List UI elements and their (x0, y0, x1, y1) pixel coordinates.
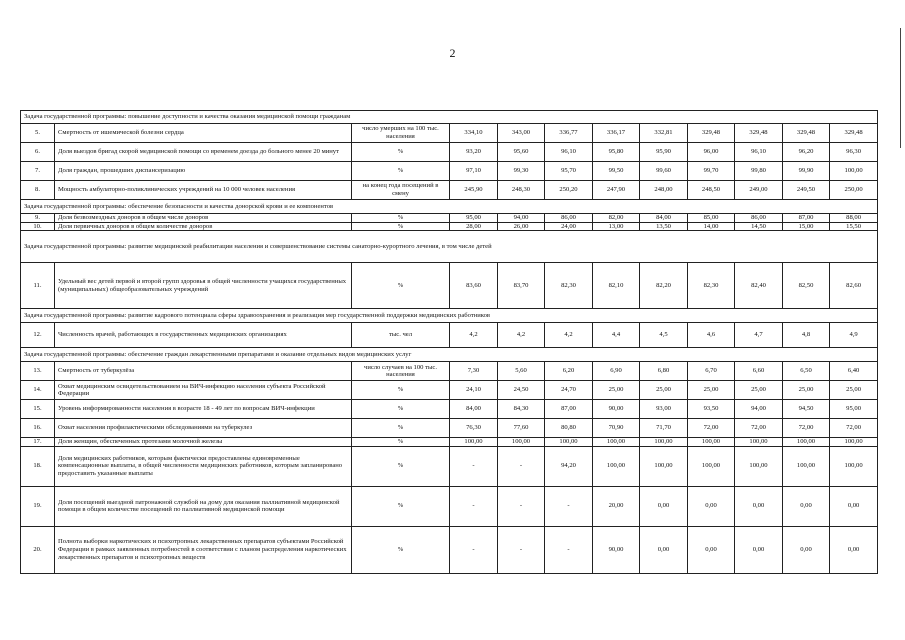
value-cell: 249,00 (735, 181, 783, 200)
section-header-row (21, 231, 878, 263)
table-row (21, 124, 878, 143)
value-cell: 99,70 (688, 162, 735, 181)
unit-of-measure: % (352, 419, 450, 438)
value-cell: 82,40 (735, 263, 783, 309)
value-cell: - (450, 446, 498, 486)
table-row (21, 222, 878, 231)
indicator-name: Уровень информированности населения в возрасте 18 - 49 лет по вопросам ВИЧ-инфекции (55, 400, 352, 419)
table-row (21, 446, 878, 486)
row-number: 14. (21, 381, 55, 400)
value-cell: 83,70 (498, 263, 545, 309)
value-cell: 100,00 (735, 446, 783, 486)
value-cell: 6,70 (688, 362, 735, 381)
indicator-name: Полнота выборки наркотических и психотропных лекарственных препаратов субъектами Российской Федерации в рамках заявленных потребностей в соответствии с планом распределения наркотических лекарственных препаратов и психотропных веществ (55, 526, 352, 573)
indicator-name: Доля безвозмездных доноров в общем числе доноров (55, 214, 352, 223)
value-cell: 6,20 (545, 362, 593, 381)
value-cell: 0,00 (830, 526, 878, 573)
value-cell: 0,00 (640, 486, 688, 526)
value-cell: 100,00 (498, 438, 545, 447)
value-cell: - (498, 446, 545, 486)
value-cell: 100,00 (640, 438, 688, 447)
section-title: Задача государственной программы: развитие медицинской реабилитации населения и совершенствование системы санаторно-курортного лечения, в том числе детей (21, 231, 878, 263)
table-row (21, 162, 878, 181)
row-number: 7. (21, 162, 55, 181)
value-cell: 25,00 (640, 381, 688, 400)
section-header-row (21, 348, 878, 362)
value-cell: - (545, 526, 593, 573)
value-cell: 94,00 (498, 214, 545, 223)
table-row (21, 400, 878, 419)
section-header-row (21, 111, 878, 124)
value-cell: 25,00 (830, 381, 878, 400)
value-cell: 97,10 (450, 162, 498, 181)
value-cell: 94,20 (545, 446, 593, 486)
value-cell: 100,00 (545, 438, 593, 447)
value-cell: 86,00 (735, 214, 783, 223)
value-cell: 7,30 (450, 362, 498, 381)
unit-of-measure: % (352, 214, 450, 223)
value-cell: 5,60 (498, 362, 545, 381)
value-cell: 88,00 (830, 214, 878, 223)
value-cell: 4,2 (450, 323, 498, 348)
indicator-name: Доля граждан, прошедших диспансеризацию (55, 162, 352, 181)
row-number: 5. (21, 124, 55, 143)
value-cell: 84,00 (450, 400, 498, 419)
table-row (21, 419, 878, 438)
value-cell: 100,00 (450, 438, 498, 447)
value-cell: 14,50 (735, 222, 783, 231)
value-cell: 95,00 (830, 400, 878, 419)
table-row (21, 323, 878, 348)
indicator-name: Доля медицинских работников, которым фактически предоставлены единовременные компенсационные выплаты, в общей численности медицинских работников, которым запланировано предоставить указанные выплаты (55, 446, 352, 486)
row-number: 18. (21, 446, 55, 486)
value-cell: 6,80 (640, 362, 688, 381)
value-cell: 24,50 (498, 381, 545, 400)
value-cell: 95,70 (545, 162, 593, 181)
row-number: 9. (21, 214, 55, 223)
value-cell: 0,00 (688, 486, 735, 526)
value-cell: 26,00 (498, 222, 545, 231)
section-title: Задача государственной программы: обеспечение граждан лекарственными препаратами и оказание отдельных видов медицинских услуг (21, 348, 878, 362)
row-number: 13. (21, 362, 55, 381)
value-cell: 15,00 (783, 222, 830, 231)
value-cell: 85,00 (688, 214, 735, 223)
row-number: 19. (21, 486, 55, 526)
indicators-table (20, 110, 878, 574)
value-cell: 99,50 (593, 162, 640, 181)
value-cell: - (545, 486, 593, 526)
value-cell: 70,90 (593, 419, 640, 438)
value-cell: 13,50 (640, 222, 688, 231)
value-cell: 82,60 (830, 263, 878, 309)
value-cell: 93,20 (450, 143, 498, 162)
value-cell: 0,00 (640, 526, 688, 573)
value-cell: 82,20 (640, 263, 688, 309)
value-cell: 82,30 (688, 263, 735, 309)
value-cell: 248,30 (498, 181, 545, 200)
indicator-name: Доля посещений выездной патронажной службой на дому для оказания паллиативной медицинской помощи в общем количестве посещений по паллиативной медицинской помощи (55, 486, 352, 526)
value-cell: 4,2 (498, 323, 545, 348)
value-cell: 329,48 (783, 124, 830, 143)
value-cell: 100,00 (830, 446, 878, 486)
value-cell: 4,7 (735, 323, 783, 348)
value-cell: 25,00 (735, 381, 783, 400)
unit-of-measure: число умерших на 100 тыс. населения (352, 124, 450, 143)
value-cell: 100,00 (593, 446, 640, 486)
value-cell: 6,50 (783, 362, 830, 381)
value-cell: 4,2 (545, 323, 593, 348)
value-cell: 93,00 (640, 400, 688, 419)
value-cell: 96,10 (545, 143, 593, 162)
value-cell: 4,9 (830, 323, 878, 348)
page-number: 2 (449, 46, 456, 60)
row-number: 12. (21, 323, 55, 348)
value-cell: 72,00 (735, 419, 783, 438)
value-cell: 86,00 (545, 214, 593, 223)
value-cell: 0,00 (830, 486, 878, 526)
value-cell: 99,60 (640, 162, 688, 181)
value-cell: 0,00 (735, 486, 783, 526)
value-cell: 28,00 (450, 222, 498, 231)
row-number: 10. (21, 222, 55, 231)
value-cell: 87,00 (783, 214, 830, 223)
indicator-name: Смертность от туберкулёза (55, 362, 352, 381)
unit-of-measure: % (352, 162, 450, 181)
value-cell: 100,00 (830, 438, 878, 447)
value-cell: 94,00 (735, 400, 783, 419)
value-cell: 72,00 (783, 419, 830, 438)
indicator-name: Охват населения профилактическими обследованиями на туберкулез (55, 419, 352, 438)
value-cell: 96,00 (688, 143, 735, 162)
unit-of-measure: % (352, 400, 450, 419)
value-cell: 336,77 (545, 124, 593, 143)
value-cell: 25,00 (783, 381, 830, 400)
value-cell: 82,00 (593, 214, 640, 223)
value-cell: 24,00 (545, 222, 593, 231)
value-cell: 94,50 (783, 400, 830, 419)
value-cell: 100,00 (688, 438, 735, 447)
table-row (21, 214, 878, 223)
unit-of-measure: % (352, 222, 450, 231)
row-number: 11. (21, 263, 55, 309)
table-row (21, 381, 878, 400)
value-cell: 0,00 (783, 486, 830, 526)
unit-of-measure: число случаев на 100 тыс. населения (352, 362, 450, 381)
value-cell: 100,00 (735, 438, 783, 447)
value-cell: 95,90 (640, 143, 688, 162)
table-row (21, 486, 878, 526)
unit-of-measure: % (352, 446, 450, 486)
indicator-name: Мощность амбулаторно-поликлинических учреждений на 10 000 человек населения (55, 181, 352, 200)
table-row (21, 181, 878, 200)
value-cell: 250,00 (830, 181, 878, 200)
value-cell: 248,50 (688, 181, 735, 200)
value-cell: 76,30 (450, 419, 498, 438)
value-cell: 13,00 (593, 222, 640, 231)
unit-of-measure: % (352, 526, 450, 573)
value-cell: 72,00 (830, 419, 878, 438)
unit-of-measure: % (352, 381, 450, 400)
row-number: 20. (21, 526, 55, 573)
value-cell: 247,90 (593, 181, 640, 200)
value-cell: 25,00 (688, 381, 735, 400)
value-cell: 24,10 (450, 381, 498, 400)
value-cell: 95,60 (498, 143, 545, 162)
value-cell: 95,80 (593, 143, 640, 162)
value-cell: 82,50 (783, 263, 830, 309)
row-number: 6. (21, 143, 55, 162)
value-cell: 329,48 (688, 124, 735, 143)
value-cell: 99,90 (783, 162, 830, 181)
value-cell: 250,20 (545, 181, 593, 200)
row-number: 16. (21, 419, 55, 438)
value-cell: 4,5 (640, 323, 688, 348)
table-row (21, 143, 878, 162)
value-cell: 25,00 (593, 381, 640, 400)
value-cell: - (498, 526, 545, 573)
value-cell: 96,10 (735, 143, 783, 162)
value-cell: 4,6 (688, 323, 735, 348)
value-cell: 336,17 (593, 124, 640, 143)
unit-of-measure: % (352, 438, 450, 447)
value-cell: 100,00 (783, 438, 830, 447)
value-cell: - (450, 526, 498, 573)
indicator-name: Охват медицинским освидетельствованием на ВИЧ-инфекцию населения субъекта Российской Федерации (55, 381, 352, 400)
value-cell: 245,90 (450, 181, 498, 200)
indicator-name: Удельный вес детей первой и второй групп здоровья в общей численности учащихся государственных (муниципальных) общеобразовательных учреждений (55, 263, 352, 309)
section-title: Задача государственной программы: обеспечение безопасности и качества донорской крови и ее компонентов (21, 200, 878, 214)
value-cell: 71,70 (640, 419, 688, 438)
section-header-row (21, 200, 878, 214)
value-cell: 90,00 (593, 526, 640, 573)
value-cell: 99,80 (735, 162, 783, 181)
value-cell: - (498, 486, 545, 526)
row-number: 17. (21, 438, 55, 447)
value-cell: 0,00 (783, 526, 830, 573)
value-cell: - (450, 486, 498, 526)
value-cell: 80,80 (545, 419, 593, 438)
table-row (21, 362, 878, 381)
value-cell: 329,48 (735, 124, 783, 143)
value-cell: 83,60 (450, 263, 498, 309)
row-number: 15. (21, 400, 55, 419)
unit-of-measure: % (352, 143, 450, 162)
value-cell: 332,81 (640, 124, 688, 143)
value-cell: 100,00 (593, 438, 640, 447)
value-cell: 20,00 (593, 486, 640, 526)
table-row (21, 526, 878, 573)
value-cell: 82,10 (593, 263, 640, 309)
value-cell: 72,00 (688, 419, 735, 438)
scan-edge-line (900, 28, 901, 148)
value-cell: 6,90 (593, 362, 640, 381)
value-cell: 100,00 (688, 446, 735, 486)
value-cell: 248,00 (640, 181, 688, 200)
table-row (21, 263, 878, 309)
unit-of-measure: % (352, 263, 450, 309)
indicator-name: Доля выездов бригад скорой медицинской помощи со временем доезда до больного менее 20 минут (55, 143, 352, 162)
unit-of-measure: тыс. чел (352, 323, 450, 348)
section-title: Задача государственной программы: повышение доступности и качества оказания медицинской помощи гражданам (21, 111, 878, 124)
value-cell: 77,60 (498, 419, 545, 438)
table-row (21, 438, 878, 447)
section-header-row (21, 309, 878, 323)
value-cell: 249,50 (783, 181, 830, 200)
value-cell: 95,00 (450, 214, 498, 223)
value-cell: 96,30 (830, 143, 878, 162)
indicator-name: Доля первичных доноров в общем количестве доноров (55, 222, 352, 231)
value-cell: 93,50 (688, 400, 735, 419)
value-cell: 100,00 (640, 446, 688, 486)
value-cell: 87,00 (545, 400, 593, 419)
value-cell: 99,30 (498, 162, 545, 181)
row-number: 8. (21, 181, 55, 200)
section-title: Задача государственной программы: развитие кадрового потенциала сферы здравоохранения и реализация мер государственной поддержки медицинских работников (21, 309, 878, 323)
value-cell: 84,00 (640, 214, 688, 223)
value-cell: 4,8 (783, 323, 830, 348)
value-cell: 84,30 (498, 400, 545, 419)
value-cell: 100,00 (783, 446, 830, 486)
value-cell: 4,4 (593, 323, 640, 348)
value-cell: 96,20 (783, 143, 830, 162)
value-cell: 14,00 (688, 222, 735, 231)
value-cell: 0,00 (735, 526, 783, 573)
value-cell: 90,00 (593, 400, 640, 419)
value-cell: 6,60 (735, 362, 783, 381)
value-cell: 334,10 (450, 124, 498, 143)
indicator-name: Доля женщин, обеспеченных протезами молочной железы (55, 438, 352, 447)
value-cell: 329,48 (830, 124, 878, 143)
value-cell: 6,40 (830, 362, 878, 381)
unit-of-measure: % (352, 486, 450, 526)
value-cell: 0,00 (688, 526, 735, 573)
unit-of-measure: на конец года посещений в смену (352, 181, 450, 200)
value-cell: 15,50 (830, 222, 878, 231)
indicator-name: Смертность от ишемической болезни сердца (55, 124, 352, 143)
value-cell: 24,70 (545, 381, 593, 400)
indicator-name: Численность врачей, работающих в государственных медицинских организациях (55, 323, 352, 348)
value-cell: 100,00 (830, 162, 878, 181)
value-cell: 82,30 (545, 263, 593, 309)
value-cell: 343,00 (498, 124, 545, 143)
